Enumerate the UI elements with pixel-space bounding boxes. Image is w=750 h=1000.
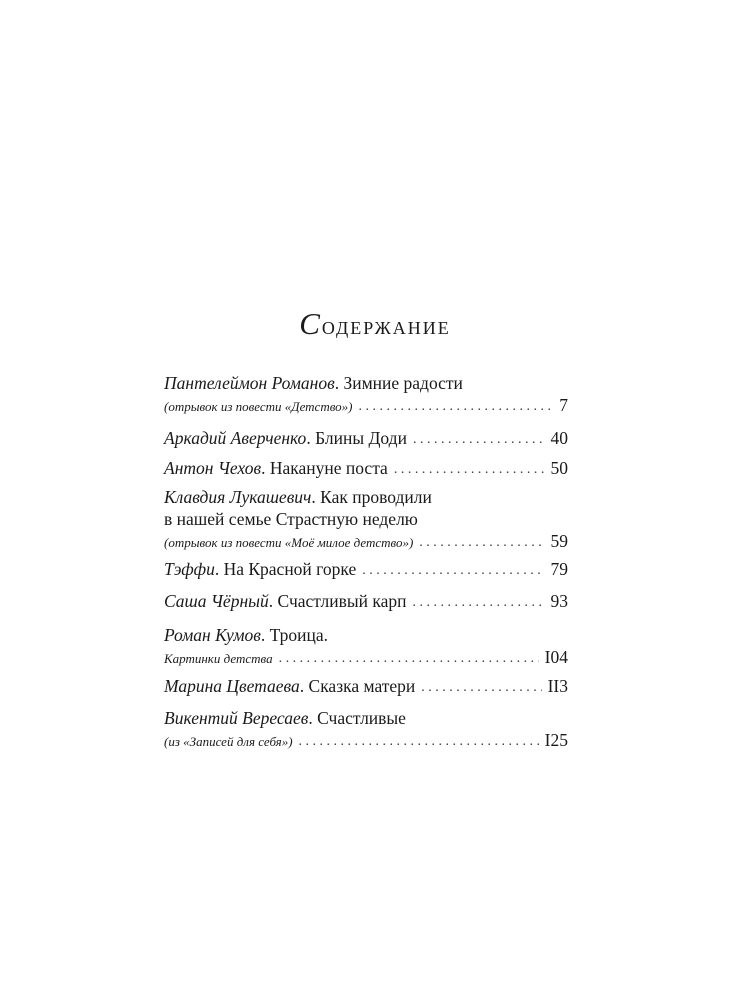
entry-author: Пантелеймон Романов bbox=[164, 373, 335, 393]
entry-author: Антон Чехов bbox=[164, 458, 262, 478]
dot-leader bbox=[362, 560, 544, 582]
toc-line bbox=[164, 558, 568, 583]
toc-line bbox=[164, 372, 568, 394]
toc-line bbox=[164, 729, 568, 754]
heading-drop-initial: С bbox=[299, 306, 322, 341]
entry-title: . Счастливый карп bbox=[268, 591, 407, 611]
entry-title: . Троица. bbox=[260, 625, 328, 645]
entry-page-number: 79 bbox=[550, 559, 568, 579]
toc-line bbox=[164, 530, 568, 555]
toc-entry[interactable] bbox=[164, 558, 568, 583]
entry-page-number: 7 bbox=[559, 395, 568, 415]
entry-title: . Накануне поста bbox=[261, 458, 388, 478]
entry-subtitle: (отрывок из повести «Детство») bbox=[164, 399, 353, 414]
toc-line bbox=[164, 707, 568, 729]
toc-entry[interactable] bbox=[164, 707, 568, 754]
dot-leader bbox=[419, 532, 544, 554]
dot-leader bbox=[412, 592, 544, 614]
entry-page-number: 93 bbox=[550, 591, 568, 611]
entry-page-number: 59 bbox=[550, 531, 568, 551]
toc-entry[interactable] bbox=[164, 590, 568, 615]
heading-text: одержание bbox=[321, 313, 451, 340]
dot-leader bbox=[421, 677, 541, 699]
entry-subtitle: Картинки детства bbox=[164, 651, 273, 666]
contents-heading bbox=[0, 306, 750, 342]
dot-leader bbox=[413, 429, 545, 451]
toc-line bbox=[164, 646, 568, 671]
toc-line bbox=[164, 675, 568, 700]
entry-page-number: I25 bbox=[544, 730, 568, 750]
entry-page-number: 50 bbox=[550, 458, 568, 478]
entry-title: . Блины Доди bbox=[306, 428, 407, 448]
toc-line bbox=[164, 486, 568, 508]
toc-entry[interactable] bbox=[164, 675, 568, 700]
entry-subtitle: (из «Записей для себя») bbox=[164, 734, 293, 749]
entry-title-continued: в нашей семье Страстную неделю bbox=[164, 509, 418, 529]
entry-author: Аркадий Аверченко bbox=[164, 428, 307, 448]
entry-page-number: II3 bbox=[547, 676, 568, 696]
entry-author: Саша Чёрный bbox=[164, 591, 269, 611]
toc-line bbox=[164, 427, 568, 452]
entry-subtitle: (отрывок из повести «Моё милое детство») bbox=[164, 535, 414, 550]
entry-author: Тэффи bbox=[164, 559, 215, 579]
entry-page-number: 40 bbox=[550, 428, 568, 448]
entry-page-number: I04 bbox=[544, 647, 568, 667]
toc-line bbox=[164, 508, 568, 530]
toc-entry[interactable] bbox=[164, 486, 568, 555]
dot-leader bbox=[299, 731, 539, 753]
toc-line bbox=[164, 590, 568, 615]
dot-leader bbox=[279, 648, 539, 670]
toc-line bbox=[164, 394, 568, 419]
entry-author: Клавдия Лукашевич bbox=[164, 487, 312, 507]
toc-entry[interactable] bbox=[164, 372, 568, 419]
entry-author: Марина Цветаева bbox=[164, 676, 300, 696]
entry-title: . На Красной горке bbox=[214, 559, 357, 579]
toc-entry[interactable] bbox=[164, 624, 568, 671]
entry-title: . Сказка матери bbox=[299, 676, 416, 696]
toc-entry[interactable] bbox=[164, 427, 568, 452]
toc-line bbox=[164, 624, 568, 646]
entry-title: . Зимние радости bbox=[334, 373, 463, 393]
dot-leader bbox=[394, 459, 545, 481]
entry-author: Викентий Вересаев bbox=[164, 708, 309, 728]
entry-author: Роман Кумов bbox=[164, 625, 261, 645]
toc-line bbox=[164, 457, 568, 482]
dot-leader bbox=[359, 396, 554, 418]
entry-title: . Как проводили bbox=[311, 487, 432, 507]
toc-entry[interactable] bbox=[164, 457, 568, 482]
entry-title: . Счастливые bbox=[308, 708, 406, 728]
